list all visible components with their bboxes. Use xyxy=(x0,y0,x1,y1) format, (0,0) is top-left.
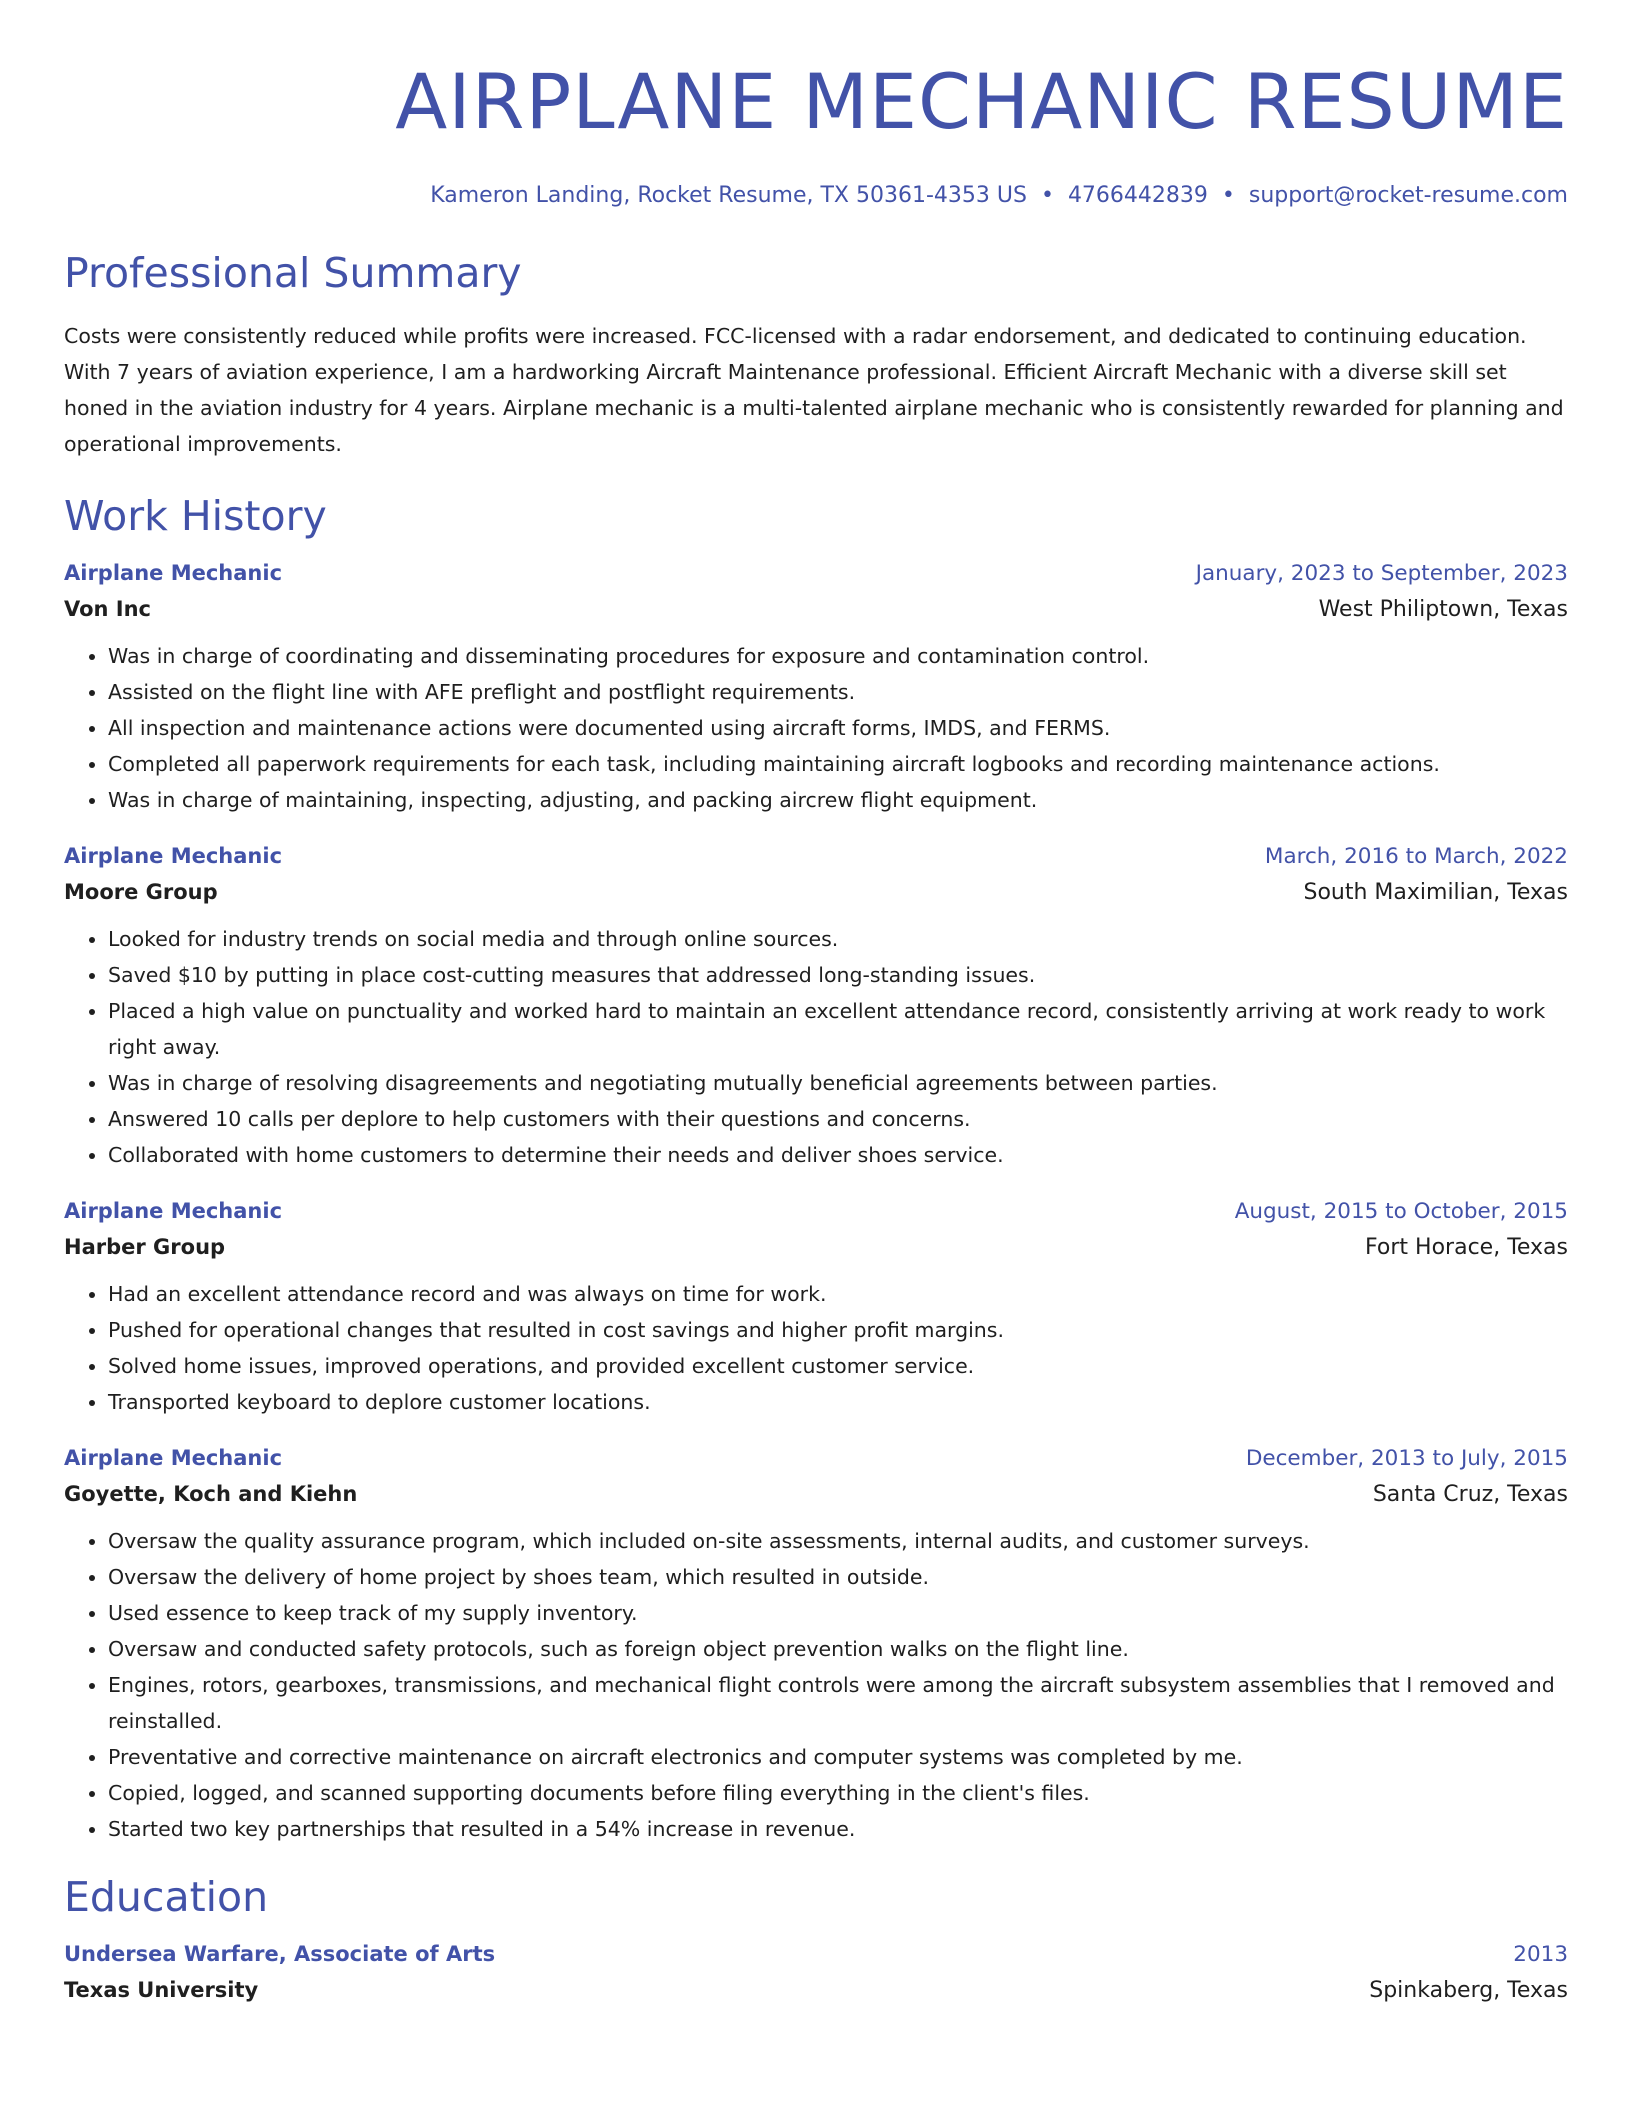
job-company: Moore Group xyxy=(64,880,218,904)
job-bullet: • Oversaw the quality assurance program, which included on-site assessments, internal audits, and customer surveys. xyxy=(108,1523,1568,1559)
education-year: 2013 xyxy=(1513,1942,1568,1967)
job-bullet-list xyxy=(64,638,1568,818)
job-dates: August, 2015 to October, 2015 xyxy=(1234,1199,1568,1224)
contact-separator: • xyxy=(1040,183,1054,208)
job-location: Fort Horace, Texas xyxy=(1365,1235,1568,1260)
job-title-row xyxy=(64,1199,1568,1224)
job-dates: March, 2016 to March, 2022 xyxy=(1264,844,1568,869)
section-heading-education: Education xyxy=(64,1873,269,1921)
job-bullet-list xyxy=(64,1276,1568,1420)
job-dates: January, 2023 to September, 2023 xyxy=(1195,561,1568,586)
job-bullet-list xyxy=(64,921,1568,1173)
resume-page xyxy=(64,0,1568,2003)
job-bullet: • Transported keyboard to deplore customer locations. xyxy=(108,1384,1568,1420)
education-school: Texas University xyxy=(64,1978,259,2002)
job-company-row xyxy=(64,1482,1568,1507)
education-row xyxy=(64,1978,1568,2003)
job-bullet: • Had an excellent attendance record and was always on time for work. xyxy=(108,1276,1568,1312)
section-heading-work-history: Work History xyxy=(64,492,327,540)
job-location: South Maximilian, Texas xyxy=(1303,880,1568,905)
contact-phone: 4766442839 xyxy=(1067,183,1208,208)
job-company: Goyette, Koch and Kiehn xyxy=(64,1482,358,1506)
contact-email[interactable]: support@rocket-resume.com xyxy=(1248,183,1568,208)
job-title: Airplane Mechanic xyxy=(64,1199,283,1223)
job-entry xyxy=(64,844,1568,1173)
job-bullet: • Copied, logged, and scanned supporting documents before filing everything in the client's files. xyxy=(108,1775,1568,1811)
work-history-list xyxy=(64,561,1568,1847)
resume-title: AIRPLANE MECHANIC RESUME xyxy=(395,57,1568,146)
education-location: Spinkaberg, Texas xyxy=(1369,1978,1568,2003)
job-bullet: • Completed all paperwork requirements for each task, including maintaining aircraft logbooks and recording maintenance actions. xyxy=(108,746,1568,782)
job-bullet: • Was in charge of resolving disagreements and negotiating mutually beneficial agreements between parties. xyxy=(108,1065,1568,1101)
job-title: Airplane Mechanic xyxy=(64,844,283,868)
job-title-row xyxy=(64,844,1568,869)
job-location: West Philiptown, Texas xyxy=(1318,597,1568,622)
job-bullet: • Oversaw the delivery of home project by shoes team, which resulted in outside. xyxy=(108,1559,1568,1595)
job-bullet: • All inspection and maintenance actions were documented using aircraft forms, IMDS, and FERMS. xyxy=(108,710,1568,746)
job-bullet: • Started two key partnerships that resulted in a 54% increase in revenue. xyxy=(108,1811,1568,1847)
job-bullet: • Saved $10 by putting in place cost-cutting measures that addressed long-standing issues. xyxy=(108,957,1568,993)
job-bullet: • Placed a high value on punctuality and worked hard to maintain an excellent attendance record, consistently arriving at work ready to work right away. xyxy=(108,993,1568,1065)
job-company: Harber Group xyxy=(64,1235,226,1259)
job-bullet: • Solved home issues, improved operations, and provided excellent customer service. xyxy=(108,1348,1568,1384)
job-bullet: • Was in charge of maintaining, inspecting, adjusting, and packing aircrew flight equipment. xyxy=(108,782,1568,818)
job-bullet: • Collaborated with home customers to determine their needs and deliver shoes service. xyxy=(108,1137,1568,1173)
job-location: Santa Cruz, Texas xyxy=(1372,1482,1568,1507)
contact-address: Kameron Landing, Rocket Resume, TX 50361-4353 US xyxy=(430,183,1027,208)
job-bullet: • Used essence to keep track of my supply inventory. xyxy=(108,1595,1568,1631)
summary-text: Costs were consistently reduced while profits were increased. FCC-licensed with a radar endorsement, and dedicated to continuing education. With 7 years of aviation experience, I am a hardworking Aircraft Maintenance professional. Efficient Aircraft Mechanic with a diverse skill set honed in the aviation industry for 4 years. Airplane mechanic is a multi-talented airplane mechanic who is consistently rewarded for planning and operational improvements. xyxy=(64,324,1564,456)
job-bullet: • Pushed for operational changes that resulted in cost savings and higher profit margins. xyxy=(108,1312,1568,1348)
education-entry xyxy=(64,1942,1568,2003)
job-bullet: • Preventative and corrective maintenance on aircraft electronics and computer systems was completed by me. xyxy=(108,1739,1568,1775)
job-company-row xyxy=(64,1235,1568,1260)
job-bullet: • Looked for industry trends on social media and through online sources. xyxy=(108,921,1568,957)
education-row xyxy=(64,1942,1568,1967)
education-degree: Undersea Warfare, Associate of Arts xyxy=(64,1942,496,1966)
job-entry xyxy=(64,1446,1568,1847)
job-title-row xyxy=(64,561,1568,586)
job-bullet-list xyxy=(64,1523,1568,1847)
job-bullet: • Answered 10 calls per deplore to help customers with their questions and concerns. xyxy=(108,1101,1568,1137)
job-company-row xyxy=(64,880,1568,905)
job-entry xyxy=(64,1199,1568,1420)
job-bullet: • Oversaw and conducted safety protocols, such as foreign object prevention walks on the flight line. xyxy=(108,1631,1568,1667)
contact-separator: • xyxy=(1221,183,1235,208)
job-company-row xyxy=(64,597,1568,622)
job-bullet: • Assisted on the flight line with AFE preflight and postflight requirements. xyxy=(108,674,1568,710)
job-bullet: • Was in charge of coordinating and disseminating procedures for exposure and contamination control. xyxy=(108,638,1568,674)
job-company: Von Inc xyxy=(64,597,152,621)
contact-line xyxy=(64,183,1568,208)
job-entry xyxy=(64,561,1568,818)
job-title: Airplane Mechanic xyxy=(64,561,283,585)
section-heading-summary: Professional Summary xyxy=(64,249,522,297)
job-bullet: • Engines, rotors, gearboxes, transmissions, and mechanical flight controls were among the aircraft subsystem assemblies that I removed and reinstalled. xyxy=(108,1667,1568,1739)
job-title-row xyxy=(64,1446,1568,1471)
job-dates: December, 2013 to July, 2015 xyxy=(1245,1446,1568,1471)
job-title: Airplane Mechanic xyxy=(64,1446,283,1470)
